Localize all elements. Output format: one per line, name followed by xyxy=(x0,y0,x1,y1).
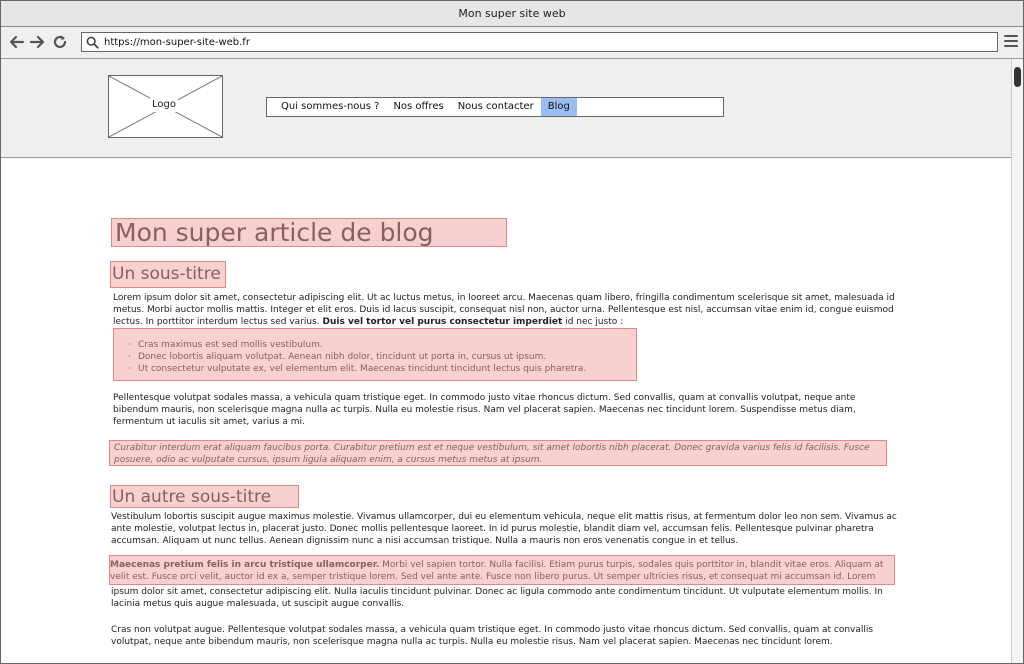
highlighted-paragraph xyxy=(109,555,895,585)
search-icon xyxy=(86,36,99,49)
paragraph-2: Pellentesque volutpat sodales massa, a vehicula quam tristique eget. In commodo justo vitae rhoncus dictum. Sed convallis, quam at convallis volutpat, neque ante bibendum mauris, non scelerisque magna nulla ac turpis. Nulla eu molestie risus. Nam vel placerat sapien. Maecenas nec tincidunt lorem. Suspendisse metus diam, fermentum ut iaculis sit amet, varius a mi. xyxy=(113,393,856,427)
paragraph-1-end: id nec justo : xyxy=(562,317,624,327)
paragraph-1-text: Lorem ipsum dolor sit amet, consectetur adipiscing elit. Ut ac luctus metus, in looreet arcu. Maecenas quam libero, fringilla condimentum scelerisque sit amet, malesuada id metus. Morbi auctor mollis mattis. Integer et elit eros. Duis id lacus suscipit, consequat nisl non, auctor urna. Pellentesque est nisl, accumsan vitae enim id, congue euismod lectus. In porttitor interdum lectus sed varius. xyxy=(113,293,895,327)
article-subtitle-1: Un sous-titre xyxy=(110,261,226,288)
url-text[interactable]: https://mon-super-site-web.fr xyxy=(104,37,250,48)
address-bar[interactable] xyxy=(81,32,998,52)
highlighted-paragraph-bold: Maecenas pretium felis in arcu tristique ullamcorper. xyxy=(110,560,380,570)
nav-item-blog[interactable]: Blog xyxy=(541,98,577,116)
nav-item-qui-sommes-nous[interactable]: Qui sommes-nous ? xyxy=(281,101,380,112)
paragraph-1-bold: Duis vel tortor vel purus consectetur imperdiet xyxy=(322,317,563,327)
logo-placeholder[interactable] xyxy=(108,75,223,138)
vertical-scrollbar[interactable] xyxy=(1011,59,1023,663)
nav-item-nos-offres[interactable]: Nos offres xyxy=(393,101,444,112)
blockquote: Curabitur interdum erat aliquam faucibus porta. Curabitur pretium est et neque vestibulum, sit amet lobortis nibh placerat. Donec gravida varius felis id facilisis. Fusce posuere, odio ac vulputate cursus, ipsum ligula aliquam enim, a cursus metus metus at ipsum. xyxy=(109,440,887,466)
reload-icon[interactable] xyxy=(51,33,69,51)
nav-item-nous-contacter[interactable]: Nous contacter xyxy=(457,101,534,112)
browser-toolbar xyxy=(1,27,1023,59)
list-item: · Ut consectetur vulputate ex, vel elementum elit. Maecenas tincidunt tincidunt lectus quis pharetra. xyxy=(128,363,636,375)
paragraph-5-rest: ipsum dolor sit amet, consectetur adipiscing elit. Nulla iaculis tincidunt pulvinar. Donec ac ligula commodo ante condimentum tincidunt. Ut vulputate elementum mollis. In lacinia metus quis augue malesuada, ut suscipit augue convallis. xyxy=(111,587,883,609)
site-header xyxy=(1,59,1011,158)
window-title: Mon super site web xyxy=(1,1,1023,27)
logo-label: Logo xyxy=(152,99,176,110)
site-nav xyxy=(266,97,724,117)
list-item: · Donec lobortis aliquam volutpat. Aenean nibh dolor, tincidunt ut porta in, cursus ut ipsum. xyxy=(128,351,636,363)
scrollbar-thumb[interactable] xyxy=(1014,67,1021,87)
paragraph-3: Vestibulum lobortis suscipit augue maximus molestie. Vivamus ullamcorper, dui eu elementum vehicula, neque elit mattis risus, at fermentum dolor leo non sem. Vivamus ac ante molestie, volutpat lectus in, placerat justo. Donec mollis pellentesque laoreet. In id purus molestie, blandit diam vel, accumsan felis. Pellentesque pulvinar pharetra accumsan. Aliquam ut nunc tellus. Aenean dignissim nunc a nisi accumsan tristique. Nulla a mauris non eros venenatis congue in et tellus. xyxy=(111,512,897,546)
highlighted-paragraph-text: Morbi vel sapien tortor. Nulla facilisi. Etiam purus turpis, sodales quis porttitor in, blandit vitae eros. Aliquam at velit est. Fusce orci velit, auctor id ex a, semper tristique lorem. Sed vel ante ante. Fusce non libero purus. Ut semper ultricies risus, et consequat mi accumsan id. Lorem xyxy=(110,560,884,582)
hamburger-icon[interactable] xyxy=(1004,35,1018,49)
bullet-list xyxy=(113,328,637,381)
page-viewport xyxy=(1,59,1023,663)
paragraph-1 xyxy=(113,292,909,328)
paragraph-4: Cras non volutpat augue. Pellentesque volutpat sodales massa, a vehicula quam tristique eget. In commodo justo vitae rhoncus dictum. Sed convallis, quam at convallis volutpat, neque ante bibendum mauris, non scelerisque magna nulla ac turpis. Nulla eu molestie risus. Nam vel placerat sapien. Maecenas nec tincidunt lorem. xyxy=(111,625,874,647)
article-subtitle-2: Un autre sous-titre xyxy=(110,485,299,508)
arrow-left-icon[interactable] xyxy=(8,33,26,51)
article-title: Mon super article de blog xyxy=(111,218,507,247)
arrow-right-icon[interactable] xyxy=(28,33,46,51)
list-item: · Cras maximus est sed mollis vestibulum. xyxy=(128,339,636,351)
